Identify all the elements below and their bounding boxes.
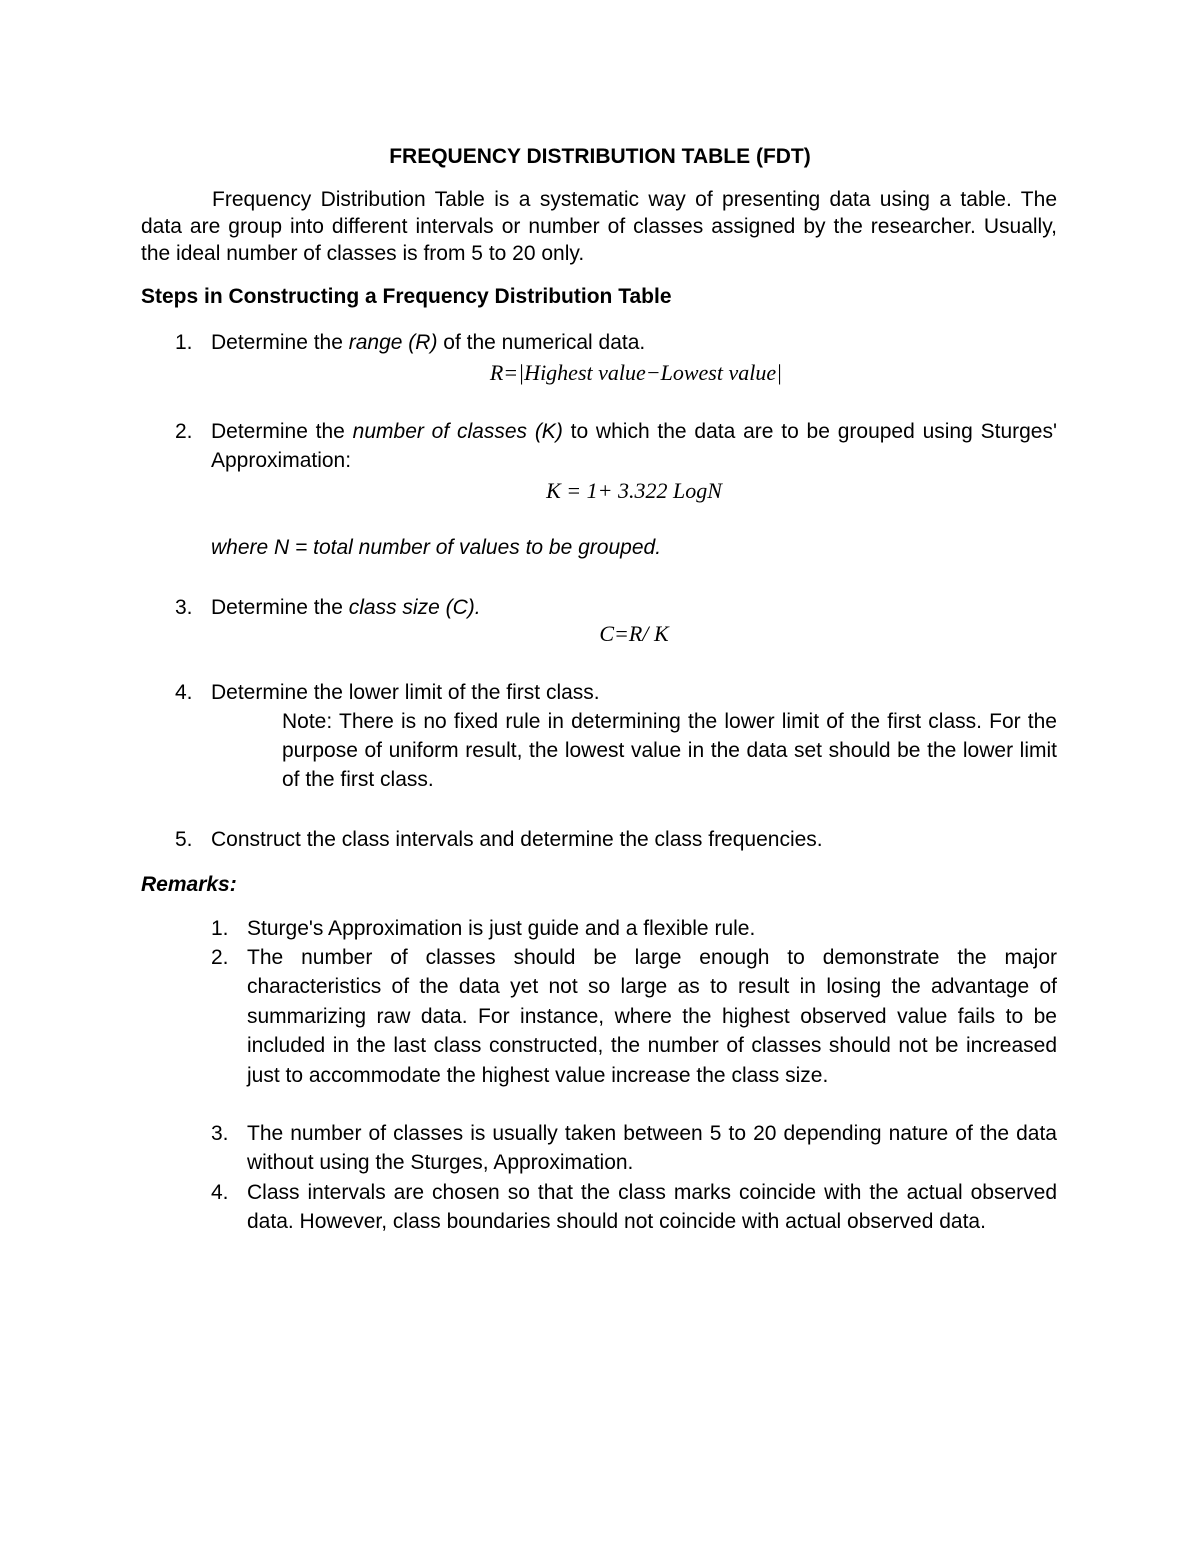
remark-item-4	[141, 1178, 1057, 1237]
step-text: Determine the range (R) of the numerical data.	[211, 331, 646, 354]
step-item-4	[141, 678, 1057, 707]
remark-number: 3.	[211, 1122, 229, 1145]
lower-limit-note: Note: There is no fixed rule in determining the lower limit of the first class. For the purpose of uniform result, the lowest value in the data set should be the lower limit of the first class.	[282, 710, 1057, 791]
remark-text: The number of classes is usually taken between 5 to 20 depending nature of the data without using the Sturges, Approximation.	[247, 1122, 1057, 1175]
step-number: 4.	[175, 681, 193, 704]
class-size-formula: C=R/ K	[599, 621, 669, 646]
step-text: Construct the class intervals and determine the class frequencies.	[211, 828, 823, 851]
step-number: 5.	[175, 828, 193, 851]
remark-item-1	[141, 914, 1057, 943]
step-text: Determine the class size (C).	[211, 596, 481, 619]
step-text: Determine the number of classes (K) to which the data are to be grouped using Sturges' Approximation:	[211, 420, 1057, 472]
range-formula: R=|Highest value−Lowest value|	[489, 360, 783, 385]
step-number: 2.	[175, 420, 193, 443]
step-number: 3.	[175, 596, 193, 619]
remark-number: 1.	[211, 917, 229, 940]
step-item-5	[141, 825, 1057, 854]
remarks-heading: Remarks:	[141, 873, 237, 896]
remark-text: Class intervals are chosen so that the class marks coincide with the actual observed data. However, class boundaries should not coincide with actual observed data.	[247, 1181, 1057, 1234]
remark-number: 4.	[211, 1181, 229, 1204]
remark-text: Sturge's Approximation is just guide and a flexible rule.	[247, 917, 756, 940]
step-item-2	[141, 417, 1057, 475]
step-item-3	[141, 593, 1057, 622]
where-note: where N = total number of values to be grouped.	[211, 536, 662, 559]
intro-paragraph: Frequency Distribution Table is a systematic way of presenting data using a table. The data are group into different intervals or number of classes assigned by the researcher. Usually, the ideal number of classes is from 5 to 20 only.	[141, 188, 1057, 265]
remark-text: The number of classes should be large enough to demonstrate the major characteristics of the data yet not so large as to result in losing the advantage of summarizing raw data. For instance, where the highest observed value fails to be included in the last class constructed, the number of classes should not be increased just to accommodate the highest value increase the class size.	[247, 946, 1057, 1087]
page-title: FREQUENCY DISTRIBUTION TABLE (FDT)	[389, 145, 811, 168]
remark-item-3	[141, 1119, 1057, 1178]
step-text: Determine the lower limit of the first class.	[211, 681, 600, 704]
remark-item-2	[141, 943, 1057, 1090]
remark-number: 2.	[211, 946, 229, 969]
sturges-formula: K = 1+ 3.322 LogN	[546, 478, 722, 503]
steps-heading: Steps in Constructing a Frequency Distribution Table	[141, 285, 672, 308]
step-number: 1.	[175, 331, 193, 354]
step-item-1	[141, 328, 1057, 357]
